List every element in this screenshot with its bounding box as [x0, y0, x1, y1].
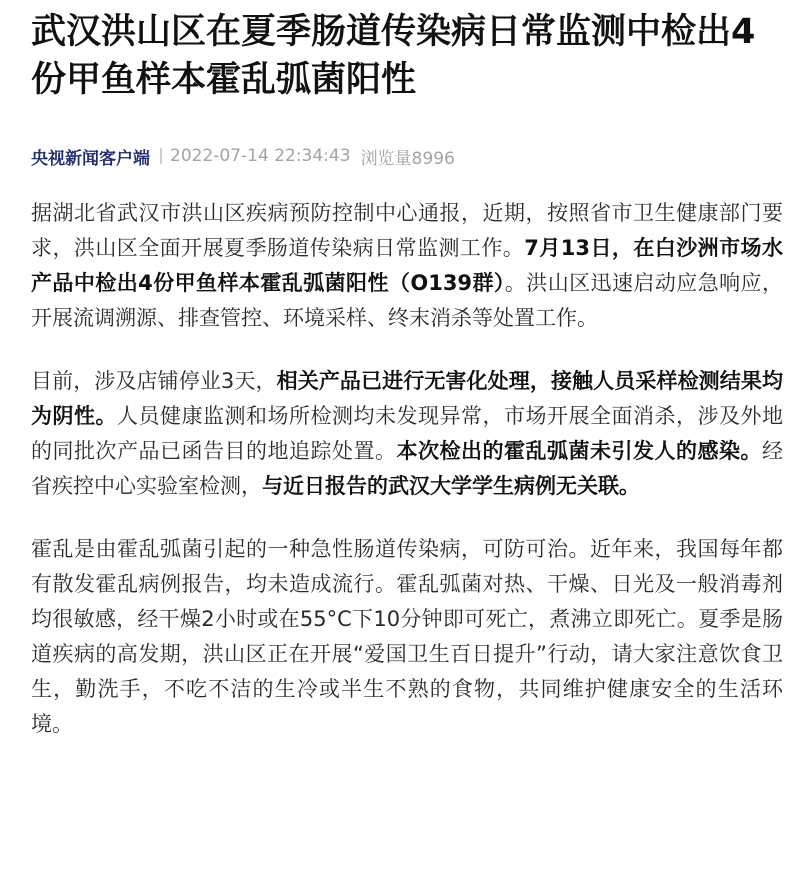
source-name[interactable]: 央视新闻客户端 [31, 148, 150, 169]
text-run: 。洪山区迅速启动应急响应，开展流调溯源、排查管控、环境采样、终末消杀等处置工作。 [31, 271, 783, 330]
view-count: 浏览量8996 [360, 148, 455, 169]
text-run: 目前，涉及店铺停业3天， [31, 369, 277, 393]
article-body [31, 196, 783, 742]
text-run: 人员健康监测和场所检测均未发现异常，市场开展全面消杀，涉及外地的同批次产品已函告目的地追踪处置。 [31, 404, 783, 463]
text-run: 据湖北省武汉市洪山区疾病预防控制中心通报，近期，按照省市卫生健康部门要求，洪山区全面开展夏季肠道传染病日常监测工作。 [31, 201, 783, 260]
text-run: 经省疾控中心实验室检测， [31, 439, 783, 498]
bold-text-run: 7月13日，在白沙洲市场水产品中检出4份甲鱼样本霍乱弧菌阳性（O139群） [31, 236, 784, 295]
paragraph-2 [31, 364, 783, 504]
article-title: 武汉洪山区在夏季肠道传染病日常监测中检出4份甲鱼样本霍乱弧菌阳性 [31, 12, 756, 100]
bottom-fade [0, 847, 800, 887]
article [31, 8, 783, 770]
publish-time: 2022-07-14 22:34:43 [170, 146, 351, 166]
bold-text-run: 相关产品已进行无害化处理，接触人员采样检测结果均为阴性。 [31, 369, 783, 428]
bold-text-run: 与近日报告的武汉大学学生病例无关联。 [262, 474, 640, 498]
meta-divider [160, 148, 162, 164]
paragraph-3 [31, 532, 783, 742]
article-meta [31, 142, 783, 170]
bold-text-run: 本次检出的霍乱弧菌未引发人的感染。 [396, 439, 762, 463]
paragraph-1 [31, 196, 783, 336]
text-run: 霍乱是由霍乱弧菌引起的一种急性肠道传染病，可防可治。近年来，我国每年都有散发霍乱病例报告，均未造成流行。霍乱弧菌对热、干燥、日光及一般消毒剂均很敏感，经干燥2小时或在55°C下10分钟即可死亡，煮沸立即死亡。夏季是肠道疾病的高发期，洪山区正在开展“爱国卫生百日提升”行动，请大家注意饮食卫生，勤洗手，不吃不洁的生冷或半生不熟的食物，共同维护健康安全的生活环境。 [31, 537, 783, 736]
